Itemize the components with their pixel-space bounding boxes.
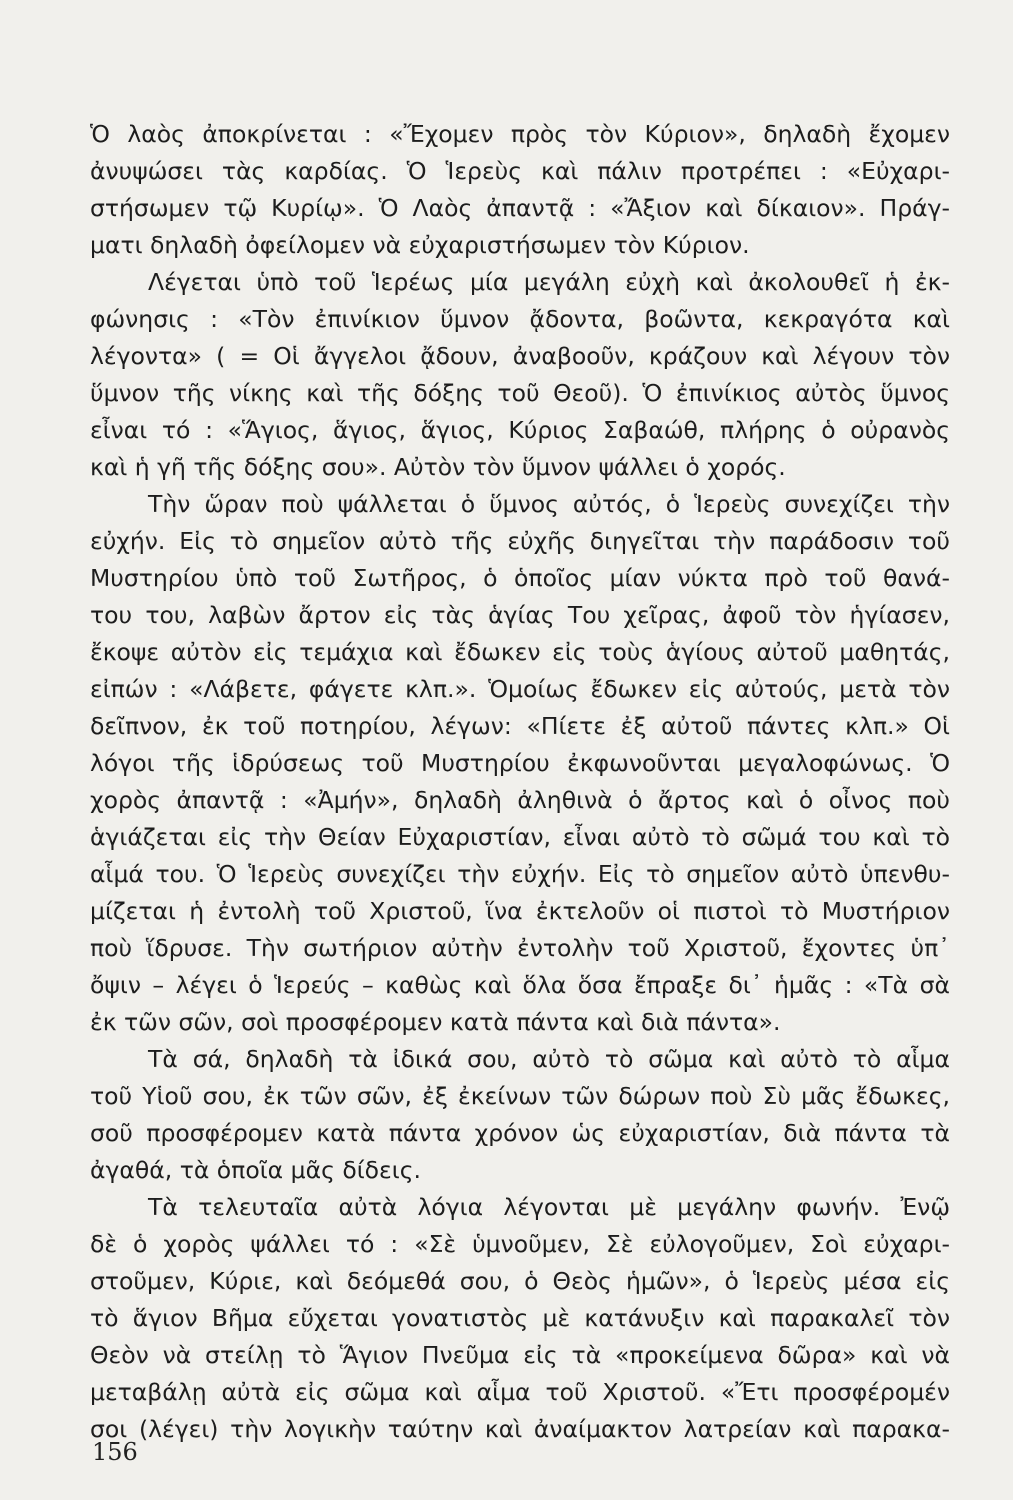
text-line: Τὰ τελευταῖα αὐτὰ λόγια λέγονται μὲ μεγάλην φωνήν. Ἐνῷ xyxy=(148,1193,950,1221)
text-line: ἐκ τῶν σῶν, σοὶ προσφέρομεν κατὰ πάντα καὶ διὰ πάντα». xyxy=(90,1008,781,1036)
text-line: Μυστηρίου ὑπὸ τοῦ Σωτῆρος, ὁ ὁποῖος μίαν νύκτα πρὸ τοῦ θανά- xyxy=(90,564,950,592)
text-line: δεῖπνον, ἐκ τοῦ ποτηρίου, λέγων: «Πίετε ἐξ αὐτοῦ πάντες κλπ.» Οἱ xyxy=(90,712,950,740)
text-line: εἰπών : «Λάβετε, φάγετε κλπ.». Ὁμοίως ἔδωκεν εἰς αὐτούς, μετὰ τὸν xyxy=(90,675,950,703)
text-line: τὸ ἅγιον Βῆμα εὔχεται γονατιστὸς μὲ κατάνυξιν καὶ παρακαλεῖ τὸν xyxy=(90,1304,950,1332)
text-line: μίζεται ἡ ἐντολὴ τοῦ Χριστοῦ, ἵνα ἐκτελοῦν οἱ πιστοὶ τὸ Μυστήριον xyxy=(90,897,950,925)
body-text xyxy=(90,116,950,1448)
text-line: ποὺ ἵδρυσε. Τὴν σωτήριον αὐτὴν ἐντολὴν τοῦ Χριστοῦ, ἔχοντες ὑπ᾽ xyxy=(90,934,950,962)
text-line: ἔκοψε αὐτὸν εἰς τεμάχια καὶ ἔδωκεν εἰς τοὺς ἁγίους αὐτοῦ μαθητάς, xyxy=(90,638,950,666)
page-number: 156 xyxy=(92,1438,138,1466)
text-line: Λέγεται ὑπὸ τοῦ Ἱερέως μία μεγάλη εὐχὴ καὶ ἀκολουθεῖ ἡ ἐκ- xyxy=(148,268,950,296)
text-line: σοῦ προσφέρομεν κατὰ πάντα χρόνον ὡς εὐχαριστίαν, διὰ πάντα τὰ xyxy=(90,1119,950,1147)
text-line: φώνησις : «Τὸν ἐπινίκιον ὕμνον ᾄδοντα, βοῶντα, κεκραγότα καὶ xyxy=(90,305,950,333)
text-line: του του, λαβὼν ἄρτον εἰς τὰς ἁγίας Του χεῖρας, ἀφοῦ τὸν ἡγίασεν, xyxy=(90,601,950,629)
text-line: μεταβάλῃ αὐτὰ εἰς σῶμα καὶ αἷμα τοῦ Χριστοῦ. «Ἔτι προσφέρομέν xyxy=(90,1378,950,1406)
text-line: Ὁ λαὸς ἀποκρίνεται : «Ἔχομεν πρὸς τὸν Κύριον», δηλαδὴ ἔχομεν xyxy=(90,120,950,148)
text-line: λέγοντα» ( = Οἱ ἄγγελοι ᾄδουν, ἀναβοοῦν, κράζουν καὶ λέγουν τὸν xyxy=(90,342,950,370)
text-line: χορὸς ἀπαντᾷ : «Ἀμήν», δηλαδὴ ἀληθινὰ ὁ ἄρτος καὶ ὁ οἶνος ποὺ xyxy=(90,786,950,814)
text-line: Τὰ σά, δηλαδὴ τὰ ἰδικά σου, αὐτὸ τὸ σῶμα καὶ αὐτὸ τὸ αἷμα xyxy=(148,1045,950,1073)
text-line: ἁγιάζεται εἰς τὴν Θείαν Εὐχαριστίαν, εἶναι αὐτὸ τὸ σῶμά του καὶ τὸ xyxy=(90,823,950,851)
text-line: στοῦμεν, Κύριε, καὶ δεόμεθά σου, ὁ Θεὸς ἡμῶν», ὁ Ἱερεὺς μέσα εἰς xyxy=(90,1267,950,1295)
text-line: αἷμά του. Ὁ Ἱερεὺς συνεχίζει τὴν εὐχήν. Εἰς τὸ σημεῖον αὐτὸ ὑπενθυ- xyxy=(90,860,950,888)
text-line: καὶ ἡ γῆ τῆς δόξης σου». Αὐτὸν τὸν ὕμνον ψάλλει ὁ χορός. xyxy=(90,453,786,481)
text-line: Θεὸν νὰ στείλῃ τὸ Ἅγιον Πνεῦμα εἰς τὰ «προκείμενα δῶρα» καὶ νὰ xyxy=(90,1341,950,1369)
text-line: ματι δηλαδὴ ὀφείλομεν νὰ εὐχαριστήσωμεν τὸν Κύριον. xyxy=(90,231,750,259)
text-line: δὲ ὁ χορὸς ψάλλει τό : «Σὲ ὑμνοῦμεν, Σὲ εὐλογοῦμεν, Σοὶ εὐχαρι- xyxy=(90,1230,950,1258)
text-line: ἀγαθά, τὰ ὁποῖα μᾶς δίδεις. xyxy=(90,1156,421,1184)
text-line: εὐχήν. Εἰς τὸ σημεῖον αὐτὸ τῆς εὐχῆς διηγεῖται τὴν παράδοσιν τοῦ xyxy=(90,527,950,555)
text-line: Τὴν ὥραν ποὺ ψάλλεται ὁ ὕμνος αὐτός, ὁ Ἱερεὺς συνεχίζει τὴν xyxy=(148,490,950,518)
text-line: λόγοι τῆς ἱδρύσεως τοῦ Μυστηρίου ἐκφωνοῦνται μεγαλοφώνως. Ὁ xyxy=(90,749,950,777)
text-line: ὕμνον τῆς νίκης καὶ τῆς δόξης τοῦ Θεοῦ). Ὁ ἐπινίκιος αὐτὸς ὕμνος xyxy=(90,379,950,407)
text-line: τοῦ Υἱοῦ σου, ἐκ τῶν σῶν, ἐξ ἐκείνων τῶν δώρων ποὺ Σὺ μᾶς ἔδωκες, xyxy=(90,1082,950,1110)
text-line: στήσωμεν τῷ Κυρίῳ». Ὁ Λαὸς ἀπαντᾷ : «Ἄξιον καὶ δίκαιον». Πράγ- xyxy=(90,194,950,222)
text-line: ἀνυψώσει τὰς καρδίας. Ὁ Ἱερεὺς καὶ πάλιν προτρέπει : «Εὐχαρι- xyxy=(90,157,950,185)
text-line: ὄψιν – λέγει ὁ Ἱερεύς – καθὼς καὶ ὅλα ὅσα ἔπραξε δι᾽ ἡμᾶς : «Τὰ σὰ xyxy=(90,971,950,999)
text-line: σοι (λέγει) τὴν λογικὴν ταύτην καὶ ἀναίμακτον λατρείαν καὶ παρακα- xyxy=(90,1415,950,1443)
text-line: εἶναι τό : «Ἅγιος, ἅγιος, ἅγιος, Κύριος Σαβαώθ, πλήρης ὁ οὐρανὸς xyxy=(90,416,950,444)
